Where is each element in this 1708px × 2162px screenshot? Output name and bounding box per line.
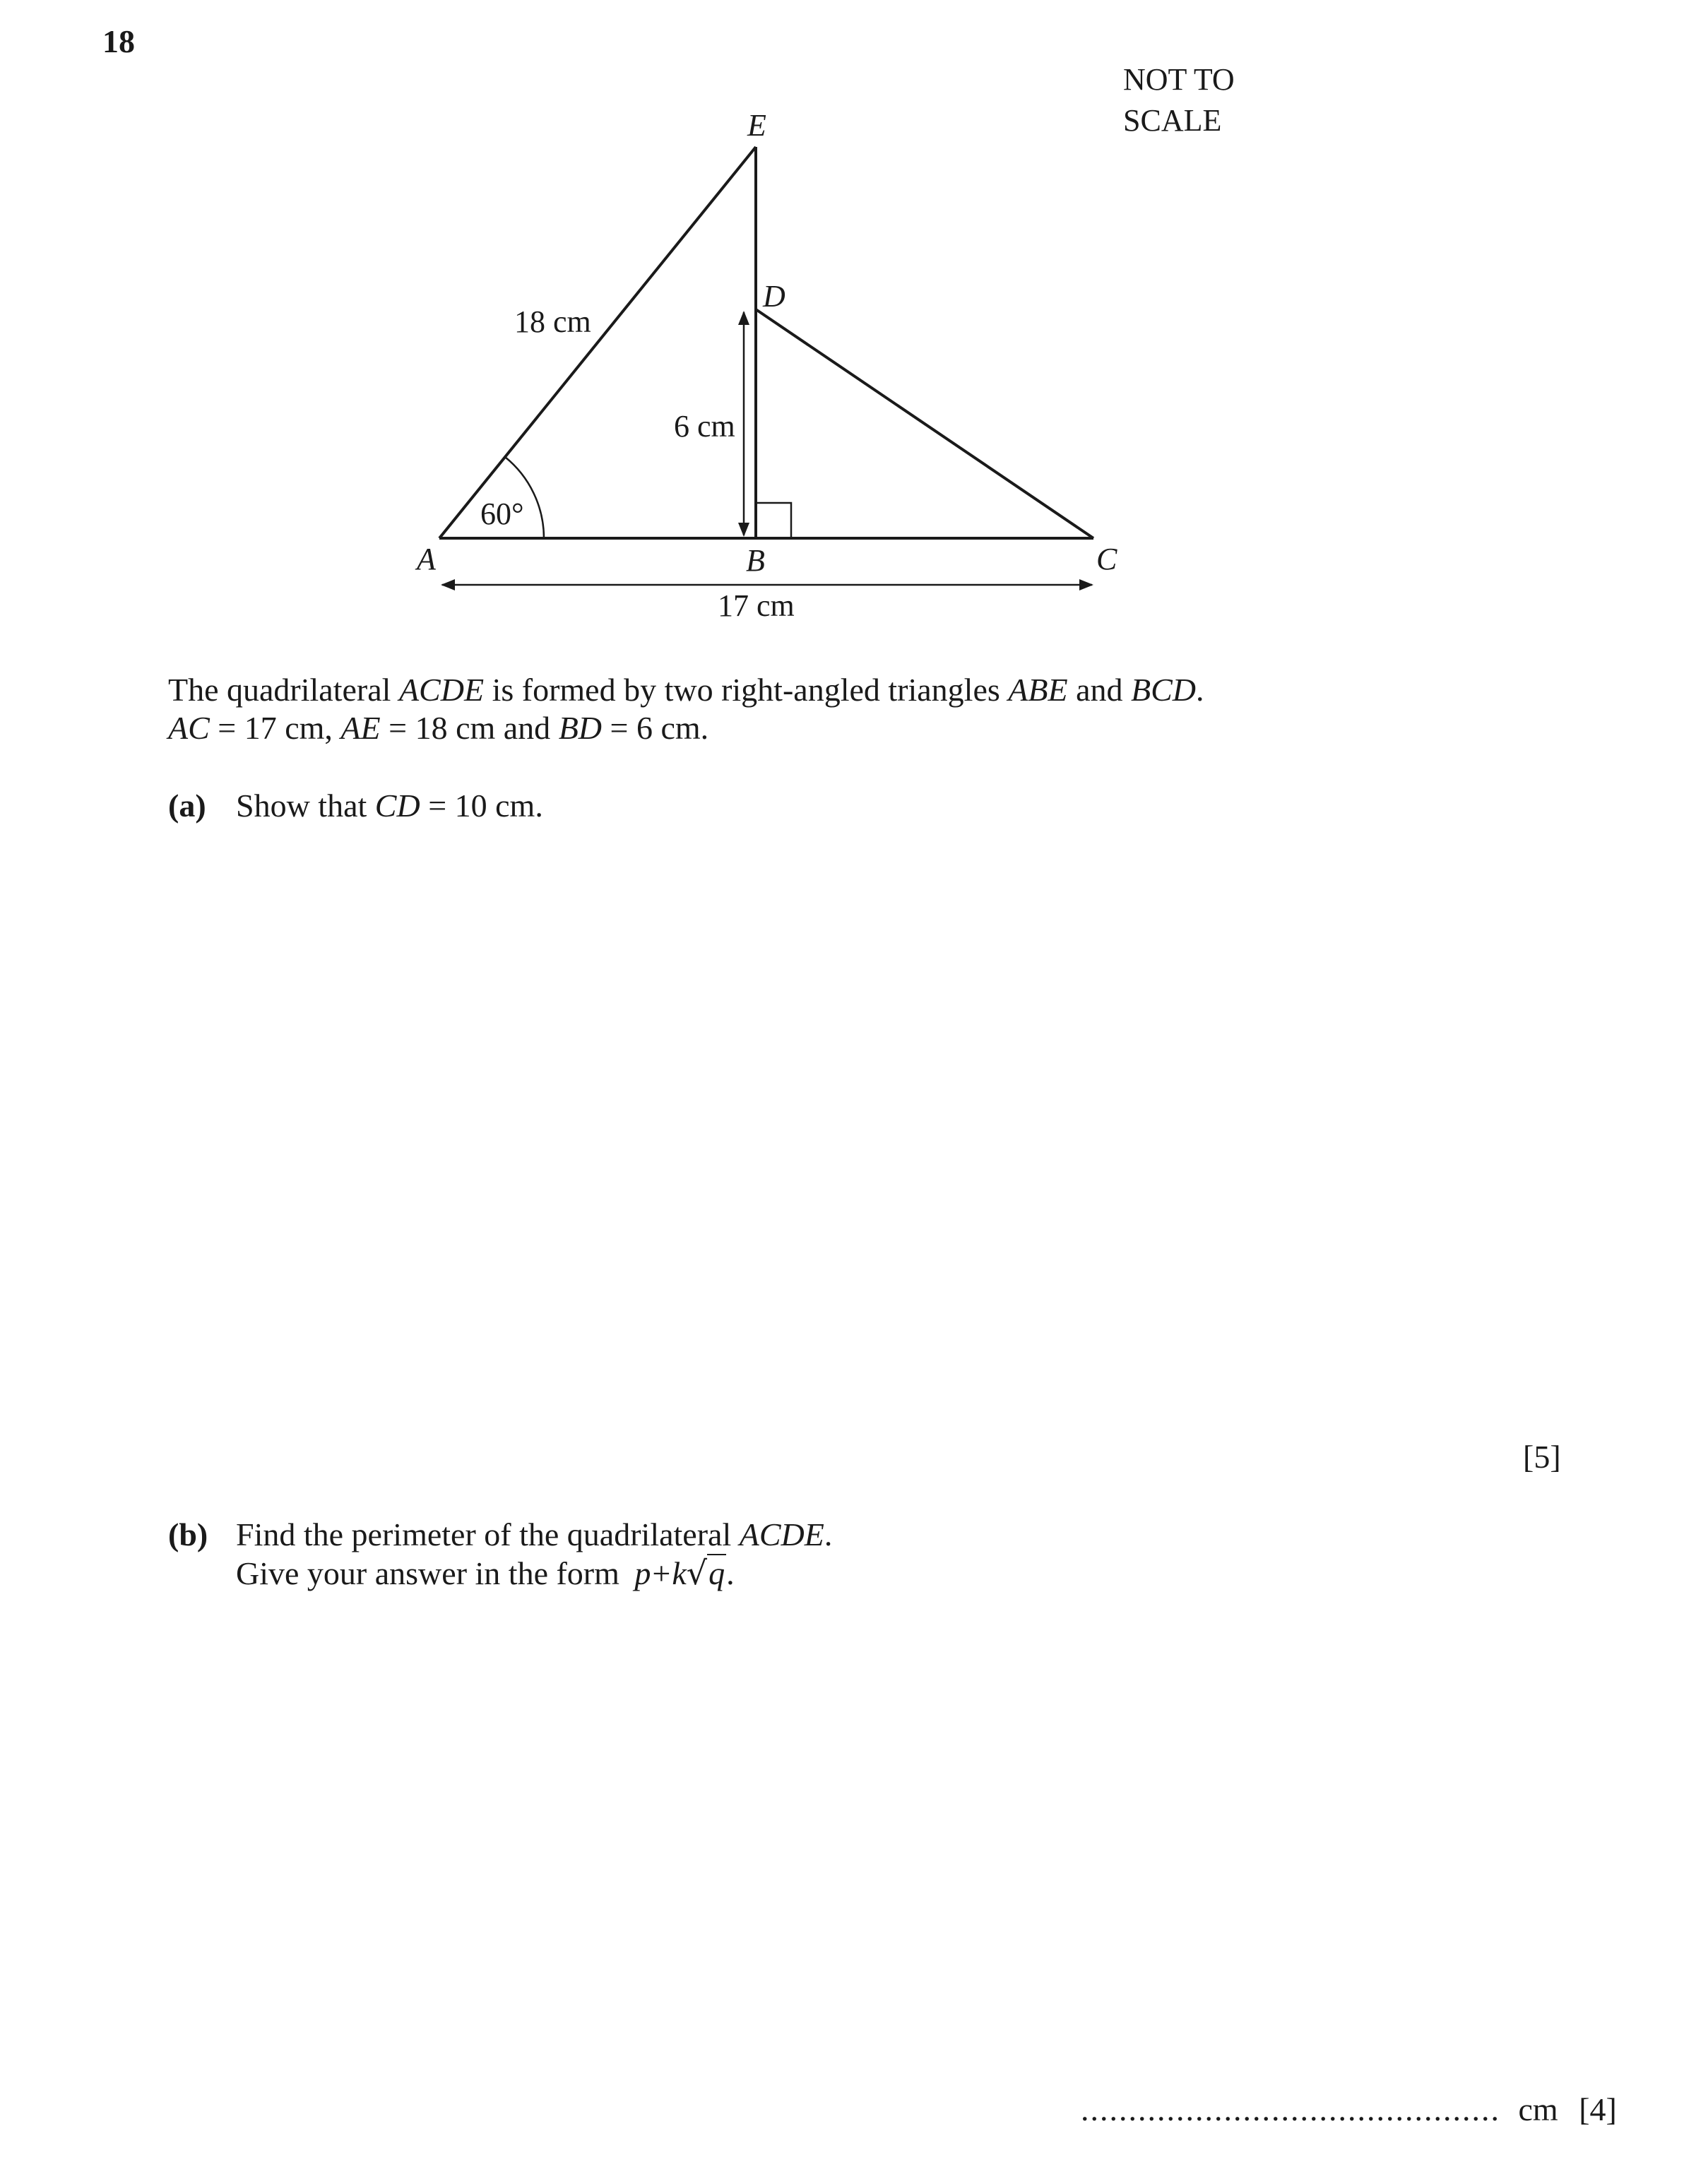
vertex-label-B: B [746, 543, 765, 578]
part-b-line-1: Find the perimeter of the quadrilateral ACDE. [236, 1516, 833, 1552]
question-number: 18 [102, 23, 135, 59]
edge-AE [439, 147, 756, 538]
scale-note-line2: SCALE [1123, 103, 1222, 138]
part-b-marks: [4] [1579, 2091, 1617, 2127]
label-AE-length: 18 cm [514, 304, 591, 339]
vertex-label-C: C [1096, 542, 1117, 576]
intro-line-1: The quadrilateral ACDE is formed by two right-angled triangles ABE and BCD. [168, 672, 1204, 708]
answer-dots[interactable]: ............................................ [1081, 2091, 1500, 2127]
part-a-label: (a) [168, 788, 206, 824]
label-angle-A: 60° [480, 497, 524, 531]
label-AC-length: 17 cm [718, 588, 795, 623]
vertex-label-A: A [417, 542, 436, 576]
part-b-line-2: Give your answer in the form p+k√q. [236, 1554, 735, 1592]
part-b-answer-line [1081, 2091, 1617, 2128]
right-angle-marker [756, 503, 791, 538]
vertex-label-E: E [747, 108, 766, 143]
part-b-label: (b) [168, 1516, 208, 1552]
triangle-diagram [0, 0, 1708, 636]
answer-form-expression: p+k√q. [634, 1554, 735, 1592]
label-BD-length: 6 cm [674, 409, 735, 444]
sqrt-symbol: √ [686, 1554, 708, 1592]
vertex-label-D: D [763, 279, 785, 314]
edge-DC [756, 309, 1093, 538]
part-a-text: Show that CD = 10 cm. [236, 788, 543, 824]
part-a-marks: [5] [1523, 1439, 1561, 1475]
answer-unit: cm [1518, 2091, 1558, 2127]
scale-note-line1: NOT TO [1123, 62, 1235, 97]
intro-line-2: AC = 17 cm, AE = 18 cm and BD = 6 cm. [168, 710, 709, 746]
